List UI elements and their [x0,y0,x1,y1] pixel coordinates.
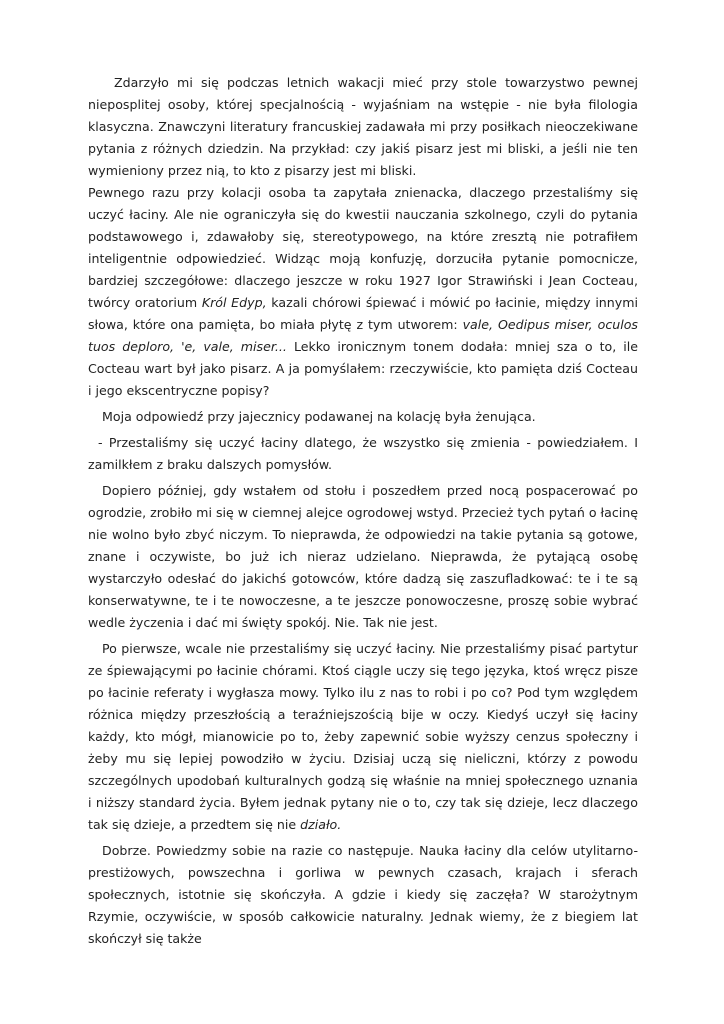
document-body [88,72,638,950]
paragraph-6 [88,638,638,836]
paragraph-3: Moja odpowiedź przy jajecznicy podawanej na kolację była żenująca. [102,409,536,424]
paragraph-2-text-3: Lekko ironicznym tonem dodała: mniej sza o to, ile Cocteau wart był jako pisarz. A ja pomyślałem: rzeczywiście, kto pamięta dziś Cocteau i jego ekscentryczne popisy? [88,339,638,398]
paragraph-2 [88,182,638,402]
paragraph-4: - Przestaliśmy się uczyć łaciny dlatego, że wszystko się zmienia - powiedziałem. I zamilkłem z braku dalszych pomysłów. [88,435,638,472]
paragraph-2-title-krol-edyp: Król Edyp, [201,295,267,310]
paragraph-6-italic-dzialo: działo. [300,817,342,832]
paragraph-1: Zdarzyło mi się podczas letnich wakacji mieć przy stole towarzystwo pewnej nieposplitej osoby, której specjalnością - wyjaśniam na wstępie - nie była filologia klasyczna. Znawczyni literatury francuskiej zadawała mi przy posiłkach nieoczekiwane pytania z różnych dziedzin. Na przykład: czy jakiś pisarz jest mi bliski, a jeśli nie ten wymieniony przez nią, to kto z pisarzy jest mi bliski. [88,75,638,178]
paragraph-2-text-1: Pewnego razu przy kolacji osoba ta zapytała znienacka, dlaczego przestaliśmy się uczyć łaciny. Ale nie ograniczyła się do kwestii nauczania szkolnego, czyli do pytania podstawowego i, zdawałoby się, stereotypowego, na które zresztą nie potrafiłem inteligentnie odpowiedzieć. Widząc moją konfuzję, dorzuciła pytanie pomocnicze, bardziej szczegółowe: dlaczego jeszcze w roku 1927 Igor Strawiński i Jean Cocteau, twórcy oratorium [88,185,638,310]
paragraph-2-latin-quote: vale, Oedipus miser, oculos tuos deploro, 'e, vale, miser... [88,317,638,354]
paragraph-2-text-2: kazali chórowi śpiewać i mówić po łacinie, między innymi słowa, które ona pamięta, bo miała płytę z tym utworem: [88,295,638,332]
paragraph-7: Dobrze. Powiedzmy sobie na razie co następuje. Nauka łaciny dla celów utylitarno-prestiżowych, powszechna i gorliwa w pewnych czasach, krajach i sferach społecznych, istotnie się skończyła. A gdzie i kiedy się zaczęła? W starożytnym Rzymie, oczywiście, w sposób całkowicie naturalny. Jednak wiemy, że z biegiem lat skończył się także [88,843,638,946]
paragraph-6-text: Po pierwsze, wcale nie przestaliśmy się uczyć łaciny. Nie przestaliśmy pisać partytur ze śpiewającymi po łacinie chórami. Ktoś ciągle uczy się tego języka, ktoś wręcz pisze po łacinie referaty i wygłasza mowy. Tylko ilu z nas to robi i po co? Pod tym względem różnica między przeszłością a teraźniejszością bije w oczy. Kiedyś uczył się łaciny każdy, kto mógł, mianowicie po to, żeby zapewnić sobie wyższy cenzus społeczny i żeby mu się lepiej powodziło w życiu. Dzisiaj uczą się nieliczni, którzy z powodu szczególnych upodobań kulturalnych godzą się właśnie na mniej społecznego uznania i niższy standard życia. Byłem jednak pytany nie o to, czy tak się dzieje, lecz dlaczego tak się dzieje, a przedtem się nie [88,641,638,832]
paragraph-5: Dopiero później, gdy wstałem od stołu i poszedłem przed nocą pospacerować po ogrodzie, zrobiło mi się w ciemnej alejce ogrodowej wstyd. Przecież tych pytań o łacinę nie wolno było zbyć niczym. To nieprawda, że odpowiedzi na takie pytania są gotowe, znane i oczywiste, bo już ich nieraz udzielano. Nieprawda, że pytającą osobę wystarczyło odesłać do jakichś gotowców, które dadzą się zaszufladkować: te i te są konserwatywne, te i te nowoczesne, a te jeszcze ponowoczesne, proszę sobie wybrać wedle życzenia i dać mi święty spokój. Nie. Tak nie jest. [88,483,638,630]
